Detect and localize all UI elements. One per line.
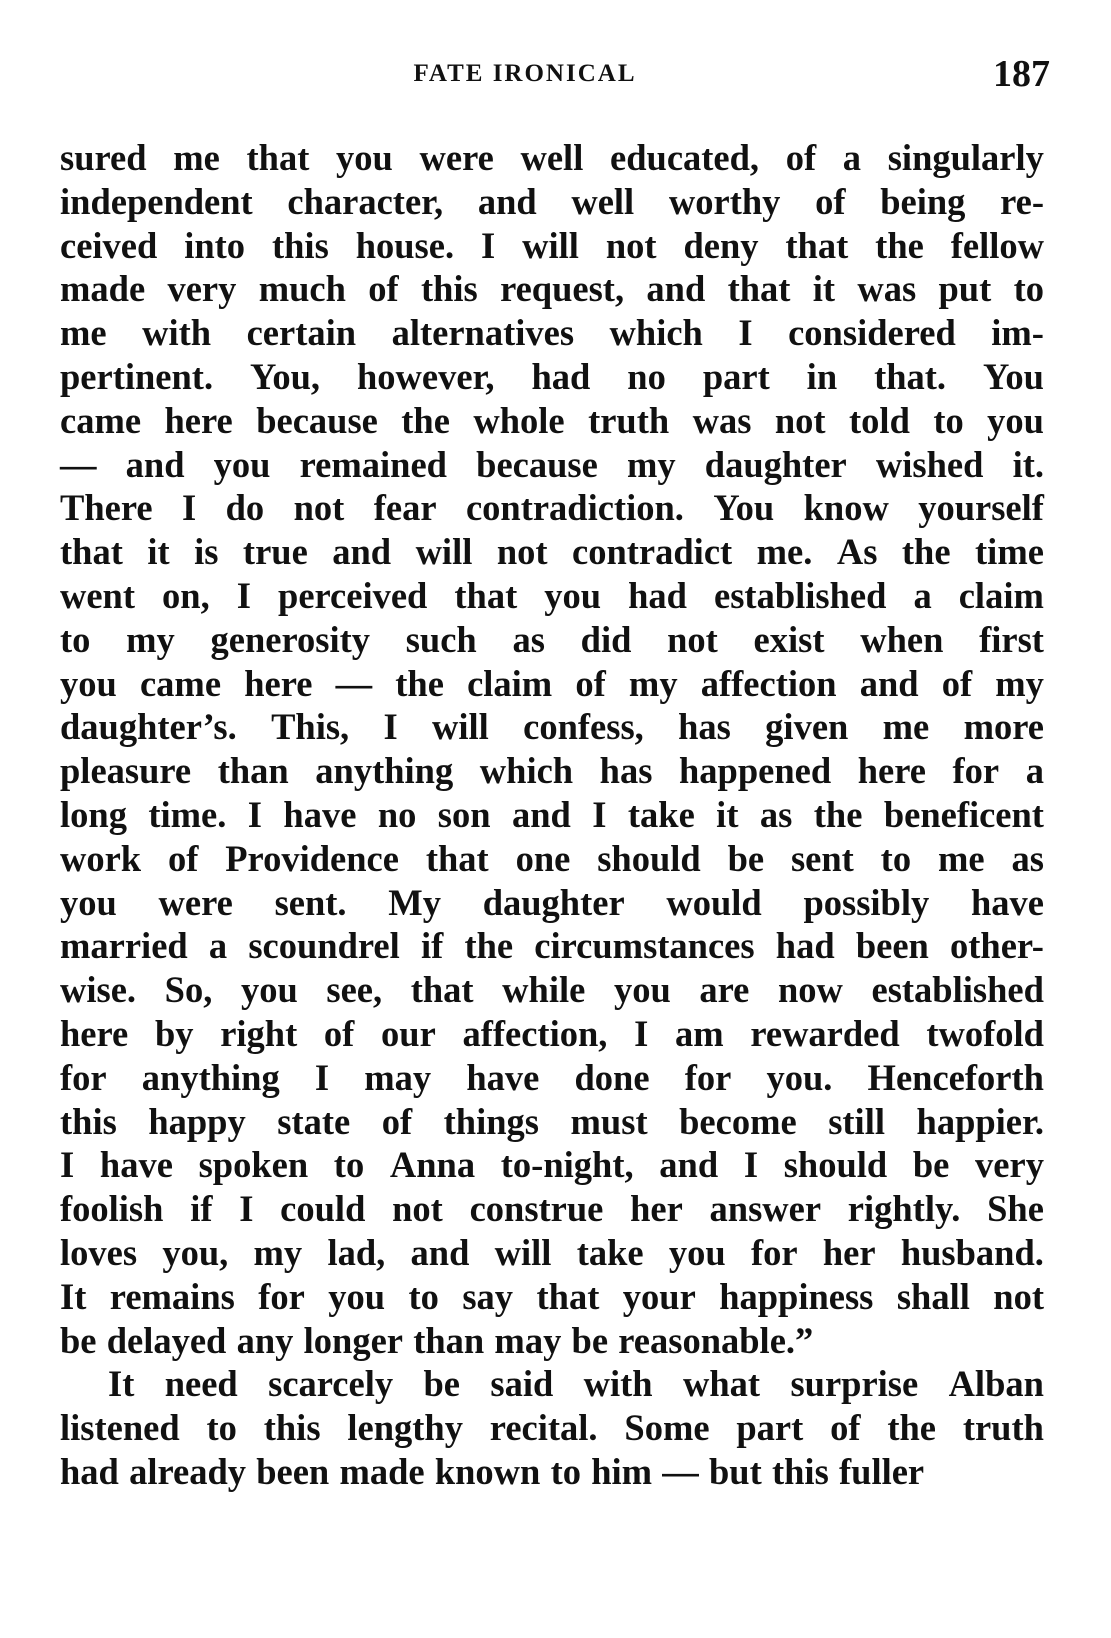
- text-line: loves you, my lad, and will take you for her husband.: [60, 1231, 1044, 1273]
- text-line: made very much of this request, and that it was put to: [60, 268, 1044, 310]
- text-line: sured me that you were well educated, of a singularly: [60, 137, 1044, 178]
- text-line: — and you remained because my daughter wished it.: [60, 443, 1044, 485]
- text-line: went on, I perceived that you had established a claim: [60, 574, 1044, 616]
- text-line: listened to this lengthy recital. Some part of the truth: [60, 1407, 1044, 1449]
- body-text: [60, 136, 1044, 1494]
- text-line: I have spoken to Anna to-night, and I should be very: [60, 1144, 1044, 1186]
- page-number: 187: [993, 53, 1050, 95]
- text-line: It need scarcely be said with what surprise Alban: [108, 1363, 1044, 1405]
- text-line: ceived into this house. I will not deny that the fellow: [60, 224, 1044, 266]
- text-line: be delayed any longer than may be reasonable.”: [60, 1319, 814, 1361]
- text-line: had already been made known to him — but this fuller: [60, 1450, 925, 1492]
- text-line: you came here — the claim of my affection and of my: [60, 662, 1044, 704]
- text-line: wise. So, you see, that while you are now established: [60, 969, 1044, 1011]
- text-line: here by right of our affection, I am rewarded twofold: [60, 1012, 1044, 1054]
- text-line: long time. I have no son and I take it as the beneficent: [60, 793, 1044, 835]
- text-line: that it is true and will not contradict me. As the time: [60, 531, 1044, 573]
- paragraph: [60, 136, 1044, 1362]
- text-line: to my generosity such as did not exist when first: [60, 618, 1044, 660]
- running-title: FATE IRONICAL: [413, 60, 637, 87]
- paragraph: [60, 1362, 1044, 1493]
- text-line: daughter’s. This, I will confess, has given me more: [60, 706, 1044, 748]
- text-line: for anything I may have done for you. Henceforth: [60, 1056, 1044, 1098]
- text-line: independent character, and well worthy of being re-: [60, 180, 1044, 222]
- text-line: It remains for you to say that your happiness shall not: [60, 1275, 1044, 1317]
- text-line: married a scoundrel if the circumstances had been other-: [60, 925, 1044, 967]
- text-line: pertinent. You, however, had no part in that. You: [60, 355, 1044, 397]
- text-line: foolish if I could not construe her answer rightly. She: [60, 1188, 1044, 1230]
- running-head: [60, 52, 1050, 100]
- text-line: came here because the whole truth was not told to you: [60, 399, 1044, 441]
- text-line: There I do not fear contradiction. You know yourself: [60, 487, 1044, 529]
- text-line: me with certain alternatives which I considered im-: [60, 312, 1044, 354]
- text-line: this happy state of things must become still happier.: [60, 1100, 1044, 1142]
- text-line: you were sent. My daughter would possibly have: [60, 881, 1044, 923]
- text-line: pleasure than anything which has happened here for a: [60, 750, 1044, 792]
- text-line: work of Providence that one should be sent to me as: [60, 837, 1044, 879]
